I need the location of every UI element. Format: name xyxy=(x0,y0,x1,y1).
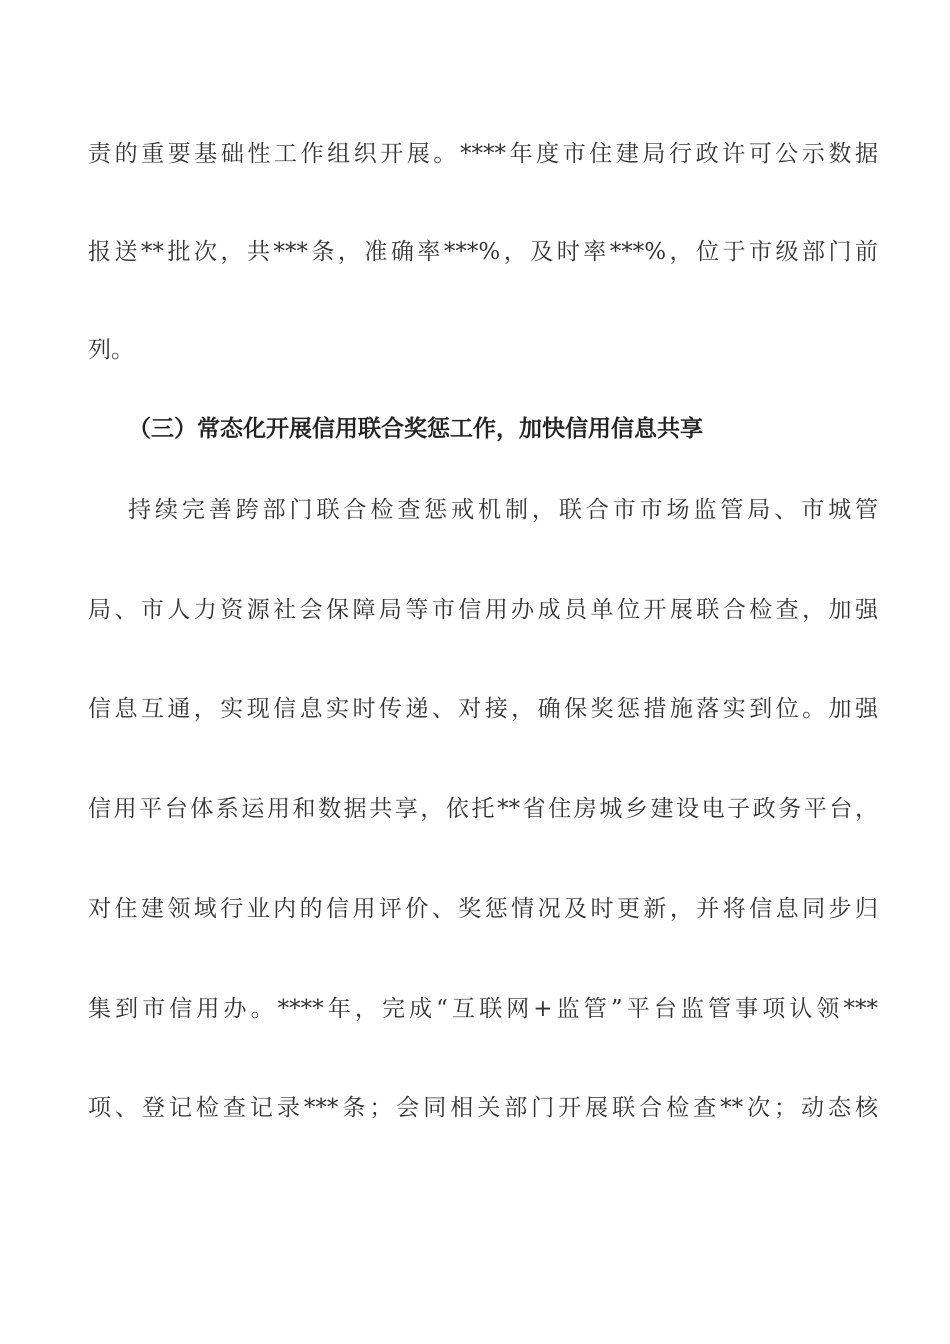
paragraph-line: 报送**批次，共***条，准确率***%，及时率***%，位于市级部门前 xyxy=(88,239,878,265)
paragraph-line: 项、登记检查记录***条；会同相关部门开展联合检查**次；动态核 xyxy=(88,1095,878,1121)
paragraph-line: 列。 xyxy=(88,337,134,363)
paragraph-line: 集到市信用办。****年，完成“互联网+监管”平台监管事项认领*** xyxy=(88,996,878,1022)
paragraph-line: 责的重要基础性工作组织开展。****年度市住建局行政许可公示数据 xyxy=(88,141,878,167)
paragraph-line: 局、市人力资源社会保障局等市信用办成员单位开展联合检查，加强 xyxy=(88,597,878,623)
paragraph-line: 对住建领域行业内的信用评价、奖惩情况及时更新，并将信息同步归 xyxy=(88,896,878,922)
paragraph-line: 信息互通，实现信息实时传递、对接，确保奖惩措施落实到位。加强 xyxy=(88,696,878,722)
paragraph-line: 信用平台体系运用和数据共享，依托**省住房城乡建设电子政务平台， xyxy=(88,796,878,822)
paragraph-line: 持续完善跨部门联合检查惩戒机制，联合市市场监管局、市城管 xyxy=(128,497,878,523)
section-heading: （三）常态化开展信用联合奖惩工作，加快信用信息共享 xyxy=(128,415,703,442)
